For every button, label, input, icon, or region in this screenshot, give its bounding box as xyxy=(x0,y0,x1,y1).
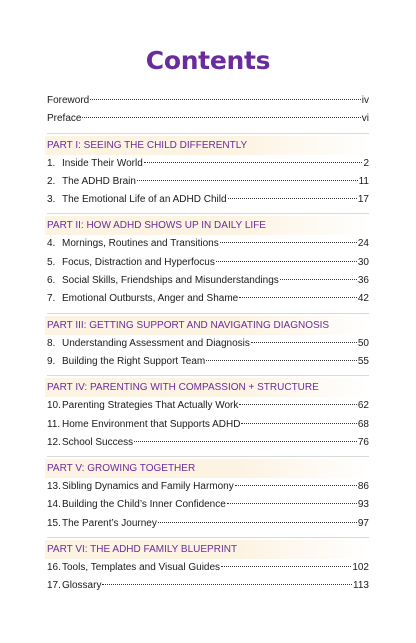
part-heading[interactable]: PART I: SEEING THE CHILD DIFFERENTLY xyxy=(45,136,369,155)
dot-leader xyxy=(158,522,357,523)
table-of-contents xyxy=(47,92,369,596)
entry-title: Parenting Strategies That Actually Work xyxy=(62,400,239,412)
entry-number: 14. xyxy=(47,499,61,511)
entry-title: Focus, Distraction and Hyperfocus xyxy=(62,256,215,268)
toc-entry[interactable] xyxy=(47,110,369,128)
entry-title: Tools, Templates and Visual Guides xyxy=(62,562,221,574)
toc-entry[interactable] xyxy=(47,191,369,209)
entry-number: 3. xyxy=(47,194,56,206)
toc-entry[interactable] xyxy=(47,496,369,514)
dot-leader xyxy=(137,180,358,181)
toc-entry[interactable] xyxy=(47,416,369,434)
part-heading[interactable]: PART IV: PARENTING WITH COMPASSION + STRUCTURE xyxy=(45,378,369,397)
section-divider xyxy=(47,313,369,314)
entry-number: 9. xyxy=(47,355,56,367)
entry-page-number: 113 xyxy=(353,580,369,592)
entry-number: 8. xyxy=(47,337,56,349)
entry-page-number: 55 xyxy=(357,355,369,367)
entry-page-number: 86 xyxy=(357,481,369,493)
dot-leader xyxy=(144,162,363,163)
part-heading[interactable]: PART V: GROWING TOGETHER xyxy=(45,459,369,478)
entry-page-number: vi xyxy=(361,113,369,125)
toc-entry[interactable] xyxy=(47,272,369,290)
dot-leader xyxy=(239,404,356,405)
toc-entry[interactable] xyxy=(47,397,369,415)
toc-entry[interactable] xyxy=(47,92,369,110)
toc-entry[interactable] xyxy=(47,434,369,452)
entry-title: Building the Child’s Inner Confidence xyxy=(62,499,226,511)
entry-number: 6. xyxy=(47,275,56,287)
entry-page-number: 102 xyxy=(352,562,369,574)
toc-entry[interactable] xyxy=(47,155,369,173)
entry-page-number: 30 xyxy=(357,256,369,268)
entry-title: The ADHD Brain xyxy=(62,175,136,187)
entry-number: 17. xyxy=(47,580,61,592)
entry-page-number: 68 xyxy=(357,418,369,430)
section-divider xyxy=(47,213,369,214)
entry-number: 10. xyxy=(47,400,61,412)
entry-number: 16. xyxy=(47,562,61,574)
entry-page-number: 50 xyxy=(357,337,369,349)
entry-title: Inside Their World xyxy=(62,157,143,169)
dot-leader xyxy=(102,584,352,585)
section-divider xyxy=(47,133,369,134)
entry-page-number: 2 xyxy=(363,157,369,169)
dot-leader xyxy=(134,441,357,442)
page-title: Contents xyxy=(145,46,271,75)
entry-page-number: 11 xyxy=(358,175,369,187)
entry-page-number: 62 xyxy=(357,400,369,412)
dot-leader xyxy=(221,566,351,567)
section-divider xyxy=(47,537,369,538)
entry-page-number: 42 xyxy=(357,293,369,305)
entry-page-number: 93 xyxy=(357,499,369,511)
toc-entry[interactable] xyxy=(47,335,369,353)
entry-title: Understanding Assessment and Diagnosis xyxy=(62,337,250,349)
entry-title: Social Skills, Friendships and Misunderstandings xyxy=(62,275,279,287)
dot-leader xyxy=(251,342,357,343)
entry-number: 15. xyxy=(47,517,61,529)
entry-number: 1. xyxy=(47,157,56,169)
entry-title: Sibling Dynamics and Family Harmony xyxy=(62,481,234,493)
toc-entry[interactable] xyxy=(47,478,369,496)
entry-number: 7. xyxy=(47,293,56,305)
toc-entry[interactable] xyxy=(47,515,369,533)
dot-leader xyxy=(82,117,360,118)
entry-page-number: iv xyxy=(361,95,369,106)
dot-leader xyxy=(227,503,357,504)
entry-page-number: 36 xyxy=(357,275,369,287)
entry-title: Building the Right Support Team xyxy=(62,355,206,367)
entry-number: 2. xyxy=(47,175,56,187)
entry-page-number: 76 xyxy=(357,436,369,448)
dot-leader xyxy=(216,261,357,262)
entry-title: The Parent’s Journey xyxy=(62,517,157,529)
dot-leader xyxy=(239,297,357,298)
toc-entry[interactable] xyxy=(47,559,369,577)
entry-number: 5. xyxy=(47,256,56,268)
toc-entry[interactable] xyxy=(47,173,369,191)
entry-title: Emotional Outbursts, Anger and Shame xyxy=(62,293,239,305)
dot-leader xyxy=(280,279,357,280)
entry-title: Glossary xyxy=(62,580,102,592)
toc-entry[interactable] xyxy=(47,353,369,371)
part-heading[interactable]: PART VI: THE ADHD FAMILY BLUEPRINT xyxy=(45,540,369,559)
section-divider xyxy=(47,375,369,376)
entry-title: Foreword xyxy=(47,95,90,106)
entry-number: 13. xyxy=(47,481,61,493)
dot-leader xyxy=(90,99,361,100)
dot-leader xyxy=(220,242,357,243)
dot-leader xyxy=(206,360,357,361)
entry-number: 11. xyxy=(47,418,61,430)
part-heading[interactable]: PART III: GETTING SUPPORT AND NAVIGATING DIAGNOSIS xyxy=(45,316,369,335)
entry-title: Preface xyxy=(47,113,82,125)
dot-leader xyxy=(241,423,356,424)
dot-leader xyxy=(235,485,357,486)
entry-page-number: 97 xyxy=(357,517,369,529)
entry-page-number: 17 xyxy=(357,194,369,206)
section-divider xyxy=(47,456,369,457)
toc-entry[interactable] xyxy=(47,254,369,272)
entry-title: Mornings, Routines and Transitions xyxy=(62,238,219,250)
toc-entry[interactable] xyxy=(47,235,369,253)
entry-title: The Emotional Life of an ADHD Child xyxy=(62,194,227,206)
entry-title: School Success xyxy=(62,436,134,448)
entry-page-number: 24 xyxy=(357,238,369,250)
entry-title: Home Environment that Supports ADHD xyxy=(62,418,241,430)
toc-entry[interactable] xyxy=(47,290,369,308)
part-heading[interactable]: PART II: HOW ADHD SHOWS UP IN DAILY LIFE xyxy=(45,216,369,235)
entry-number: 4. xyxy=(47,238,56,250)
dot-leader xyxy=(228,198,357,199)
entry-number: 12. xyxy=(47,436,61,448)
toc-entry[interactable] xyxy=(47,577,369,595)
